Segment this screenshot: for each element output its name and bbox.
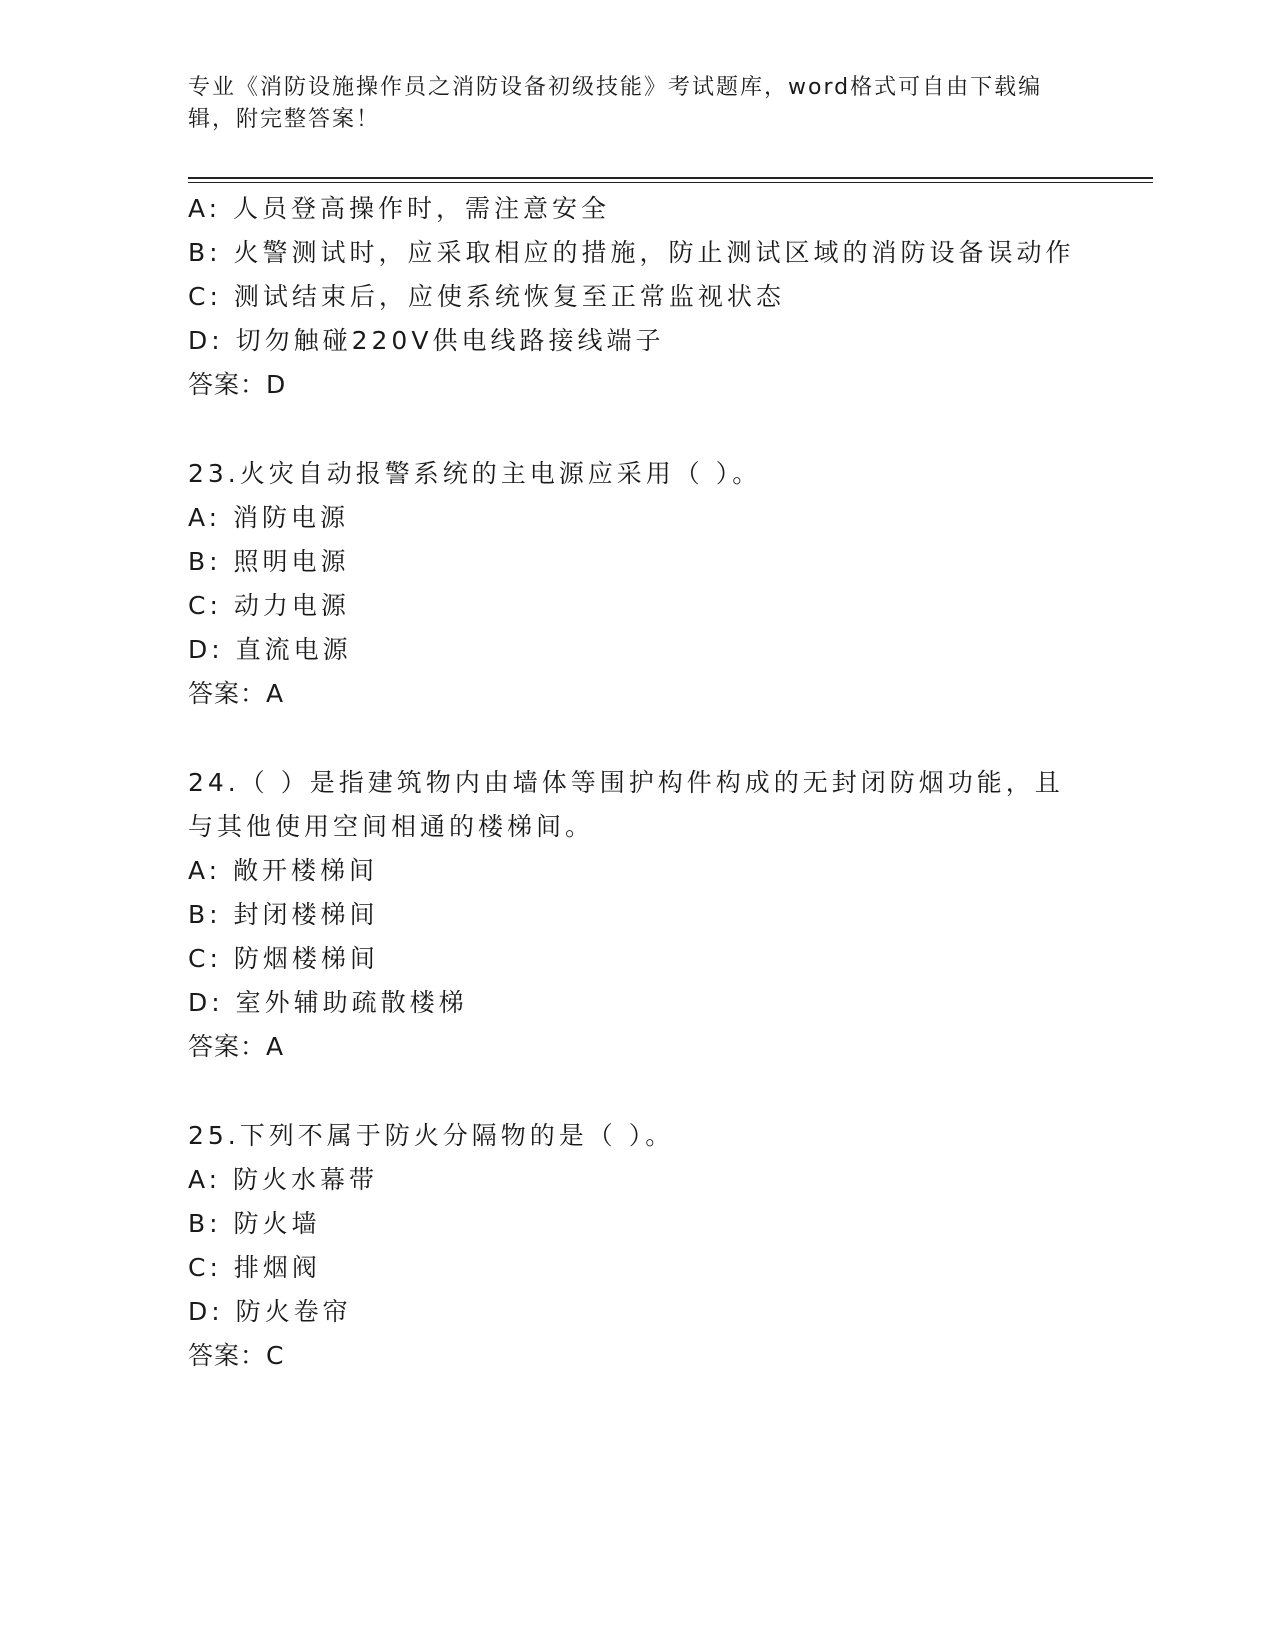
q23-option-b: B: 照明电源 <box>188 547 350 576</box>
header-divider-thick <box>188 177 1153 179</box>
q24-option-c: C: 防烟楼梯间 <box>188 944 379 973</box>
q25-answer: 答案：C <box>188 1341 285 1370</box>
q24-option-a: A: 敞开楼梯间 <box>188 856 379 885</box>
q25-stem: 25.下列不属于防火分隔物的是（ ）。 <box>188 1121 675 1150</box>
q23-option-d: D: 直流电源 <box>188 635 352 664</box>
q22-option-c: C: 测试结束后，应使系统恢复至正常监视状态 <box>188 282 785 311</box>
q22-option-d: D: 切勿触碰220V供电线路接线端子 <box>188 326 665 355</box>
q22-option-a: A: 人员登高操作时，需注意安全 <box>188 194 611 223</box>
q25-option-c: C: 排烟阀 <box>188 1253 321 1282</box>
q23-option-a: A: 消防电源 <box>188 503 350 532</box>
q24-option-b: B: 封闭楼梯间 <box>188 900 379 929</box>
q24-option-d: D: 室外辅助疏散楼梯 <box>188 988 468 1017</box>
q24-stem-line-1: 24.（ ）是指建筑物内由墙体等围护构件构成的无封闭防烟功能，且 <box>188 768 1064 797</box>
header-line-2: 辑，附完整答案！ <box>188 107 381 132</box>
q25-option-a: A: 防火水幕带 <box>188 1165 379 1194</box>
q23-option-c: C: 动力电源 <box>188 591 350 620</box>
q23-answer: 答案：A <box>188 679 285 708</box>
header-line-1: 专业《消防设施操作员之消防设备初级技能》考试题库，word格式可自由下载编 <box>188 75 1043 100</box>
q25-option-b: B: 防火墙 <box>188 1209 321 1238</box>
q22-answer: 答案：D <box>188 370 287 399</box>
header-divider-thin <box>188 182 1153 183</box>
document-header <box>188 72 1068 136</box>
q22-option-b: B: 火警测试时，应采取相应的措施，防止测试区域的消防设备误动作 <box>188 238 1075 267</box>
q24-stem-line-2: 与其他使用空间相通的楼梯间。 <box>188 812 595 841</box>
q23-stem: 23.火灾自动报警系统的主电源应采用（ ）。 <box>188 459 762 488</box>
q25-option-d: D: 防火卷帘 <box>188 1297 352 1326</box>
q24-answer: 答案：A <box>188 1032 285 1061</box>
